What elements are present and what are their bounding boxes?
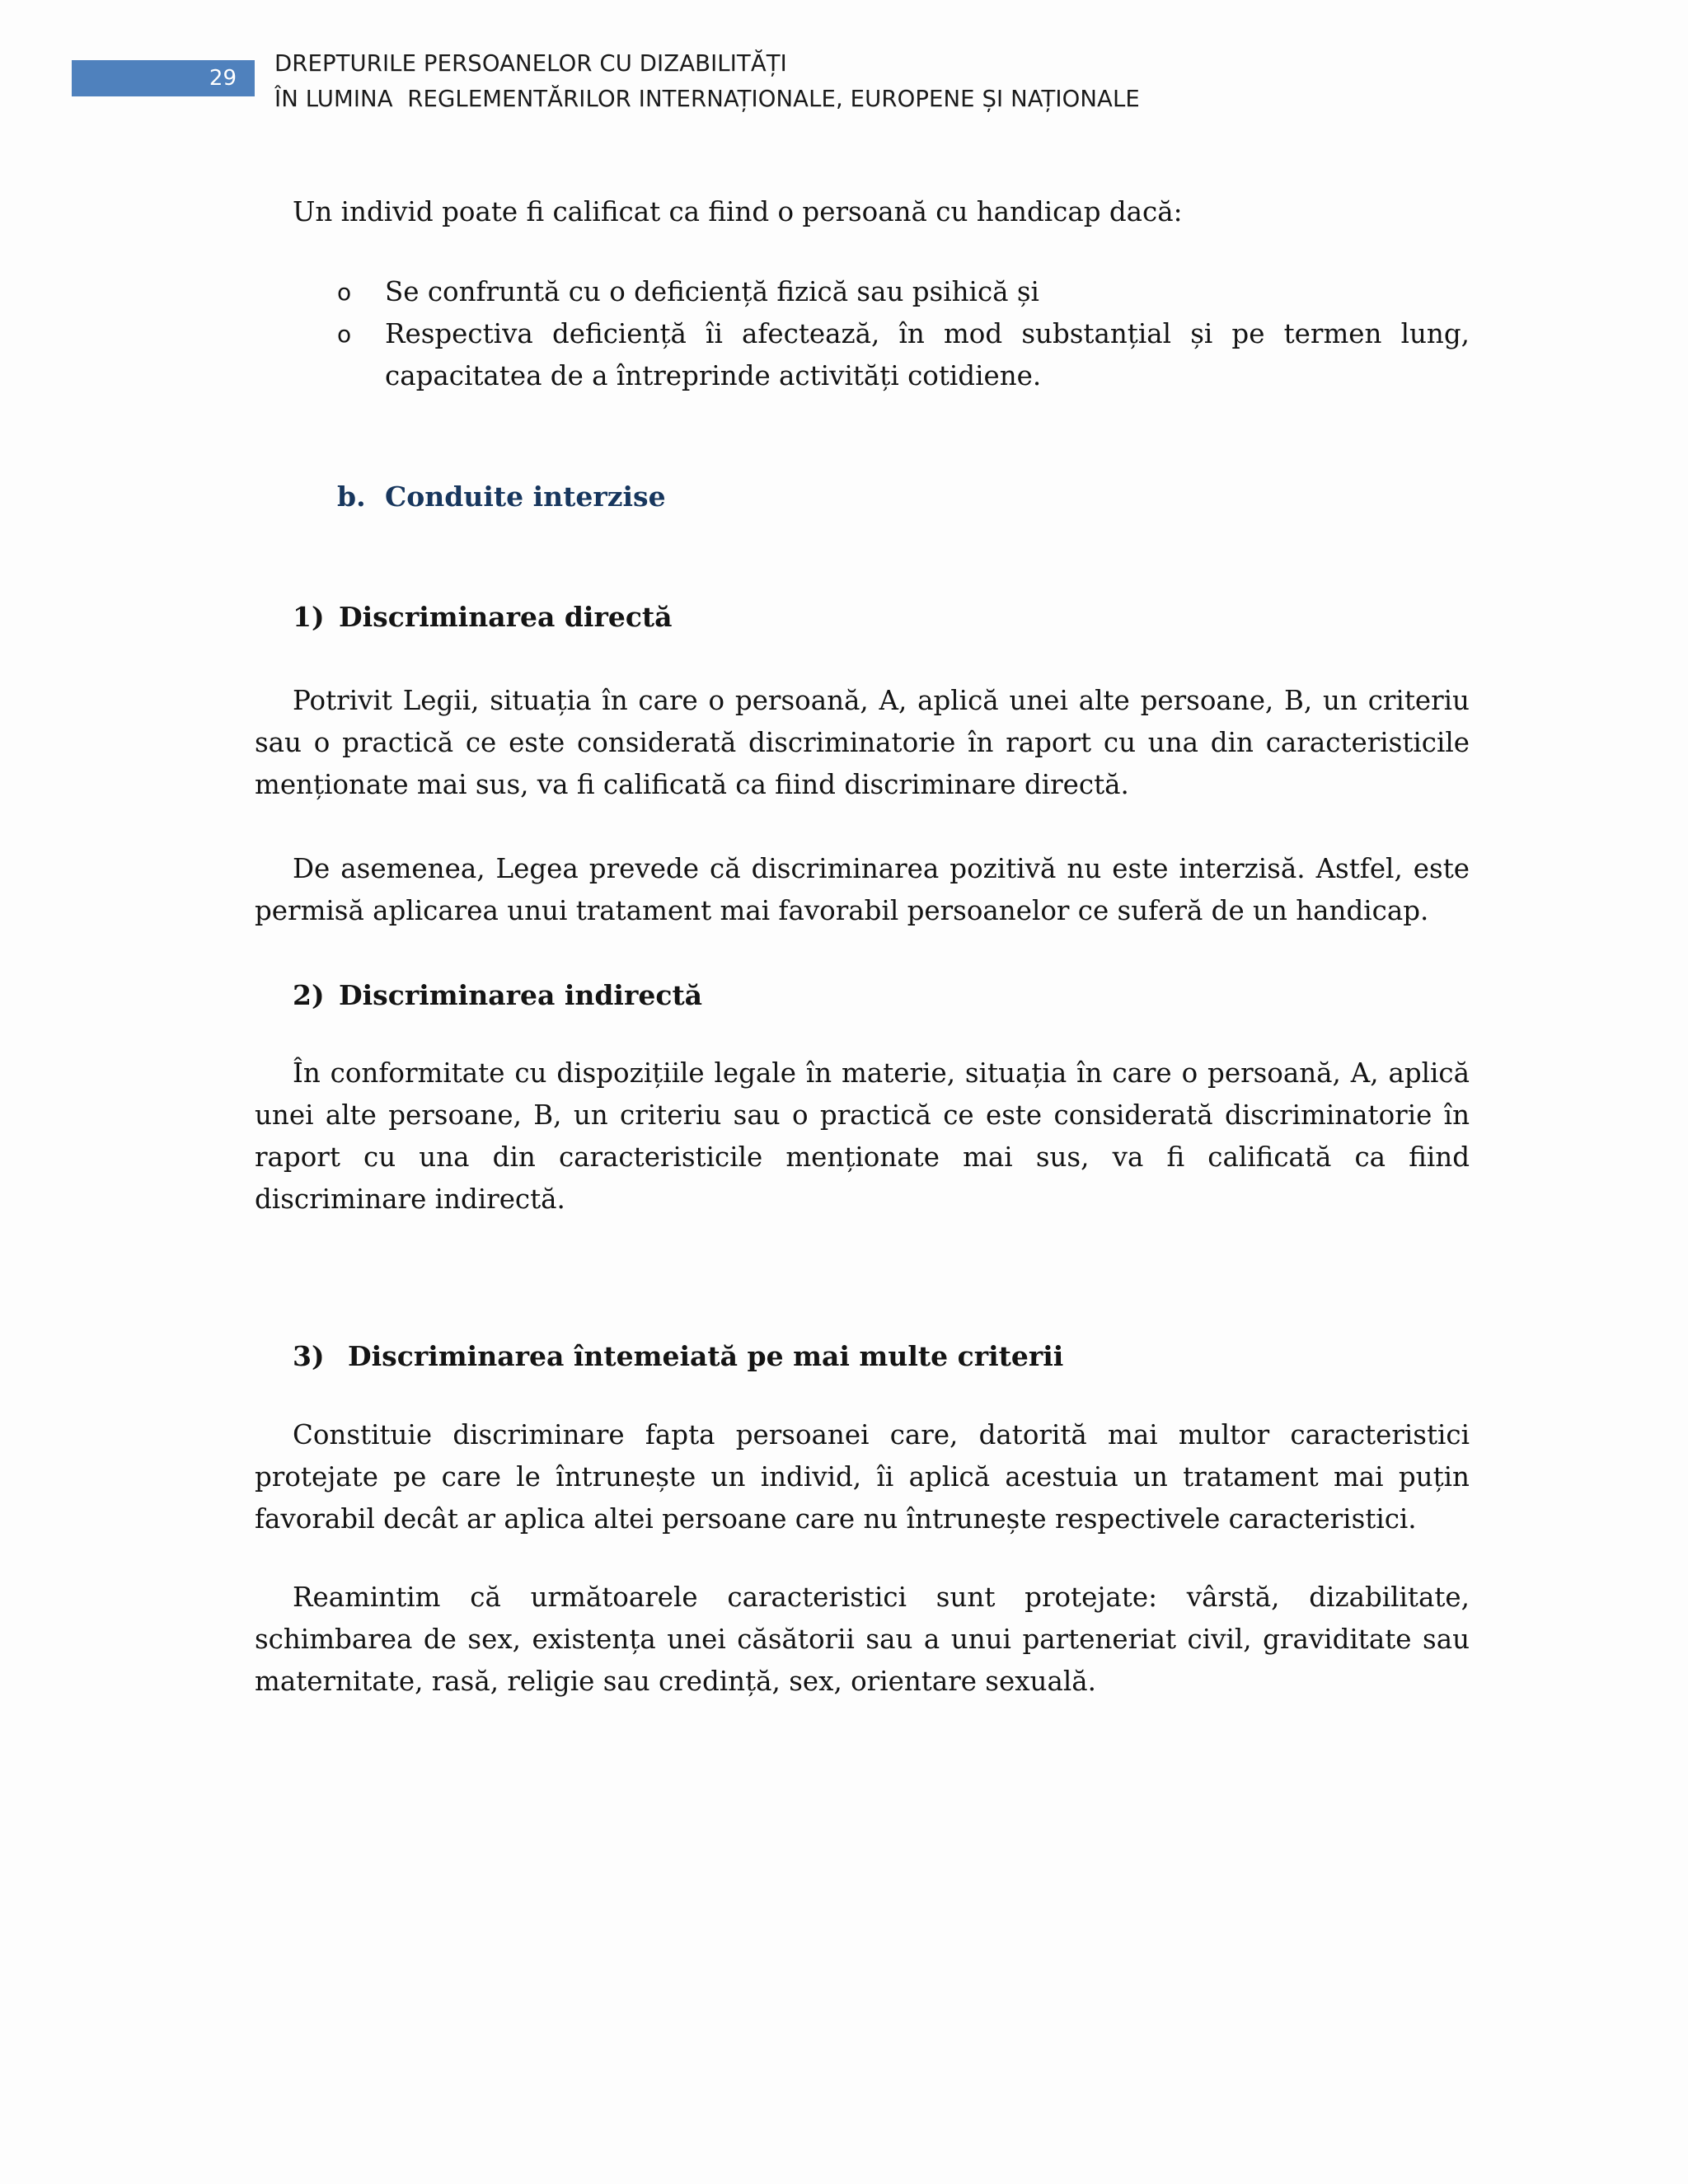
section-title: Discriminarea întemeiată pe mai multe criterii	[348, 1340, 1064, 1372]
running-header-line-2: ÎN LUMINA REGLEMENTĂRILOR INTERNAȚIONALE, EUROPENE ȘI NAȚIONALE	[274, 86, 1140, 112]
list-item	[337, 271, 1470, 313]
section-heading-2	[293, 974, 702, 1016]
paragraph-indirect-1: În conformitate cu dispozițiile legale în materie, situația în care o persoană, A, aplică unei alte persoane, B, un criteriu sau o practică ce este considerată discriminatorie în raport cu una din caracteristicile menționate mai sus, va fi calificată ca fiind discriminare indirectă.	[255, 1057, 1470, 1215]
section-title: Discriminarea directă	[339, 601, 673, 633]
subsection-letter: b.	[337, 480, 366, 513]
section-heading-3	[293, 1335, 1063, 1377]
running-header	[274, 46, 1140, 117]
section-number: 1)	[293, 601, 325, 633]
section-title: Discriminarea indirectă	[339, 979, 703, 1011]
subsection-title: Conduite interzise	[385, 480, 666, 513]
section-heading-1	[293, 596, 673, 638]
paragraph-multiple-2: Reamintim că următoarele caracteristici sunt protejate: vârstă, dizabilitate, schimbarea de sex, existența unei căsătorii sau a unui parteneriat civil, graviditate sau maternitate, rasă, religie sau credință, sex, orientare sexuală.	[255, 1582, 1470, 1697]
paragraph-direct-1: Potrivit Legii, situația în care o persoană, A, aplică unei alte persoane, B, un criteriu sau o practică ce este considerată discriminatorie în raport cu una din caracteristicile menționate mai sus, va fi calificată ca fiind discriminare directă.	[255, 685, 1470, 800]
running-header-line-1: DREPTURILE PERSOANELOR CU DIZABILITĂȚI	[274, 50, 787, 77]
bullet-list	[337, 271, 1470, 397]
section-number: 3)	[293, 1340, 325, 1372]
list-item	[337, 313, 1470, 397]
list-item-text: Respectiva deficiență îi afectează, în mod substanțial și pe termen lung, capacitatea de a întreprinde activități cotidiene.	[385, 318, 1470, 391]
section-number: 2)	[293, 979, 325, 1011]
intro-paragraph: Un individ poate fi calificat ca fiind o persoană cu handicap dacă:	[293, 196, 1183, 227]
bullet-marker: o	[337, 279, 352, 306]
list-item-text: Se confruntă cu o deficiență fizică sau psihică și	[385, 276, 1039, 307]
subsection-heading	[337, 476, 666, 518]
page-number: 29	[72, 60, 255, 96]
bullet-marker: o	[337, 321, 352, 348]
paragraph-multiple-1: Constituie discriminare fapta persoanei care, datorită mai multor caracteristici protejate pe care le întrunește un individ, îi aplică acestuia un tratament mai puțin favorabil decât ar aplica altei persoane care nu întrunește respectivele caracteristici.	[255, 1419, 1470, 1535]
paragraph-direct-2: De asemenea, Legea prevede că discriminarea pozitivă nu este interzisă. Astfel, este permisă aplicarea unui tratament mai favorabil persoanelor ce suferă de un handicap.	[255, 853, 1470, 926]
